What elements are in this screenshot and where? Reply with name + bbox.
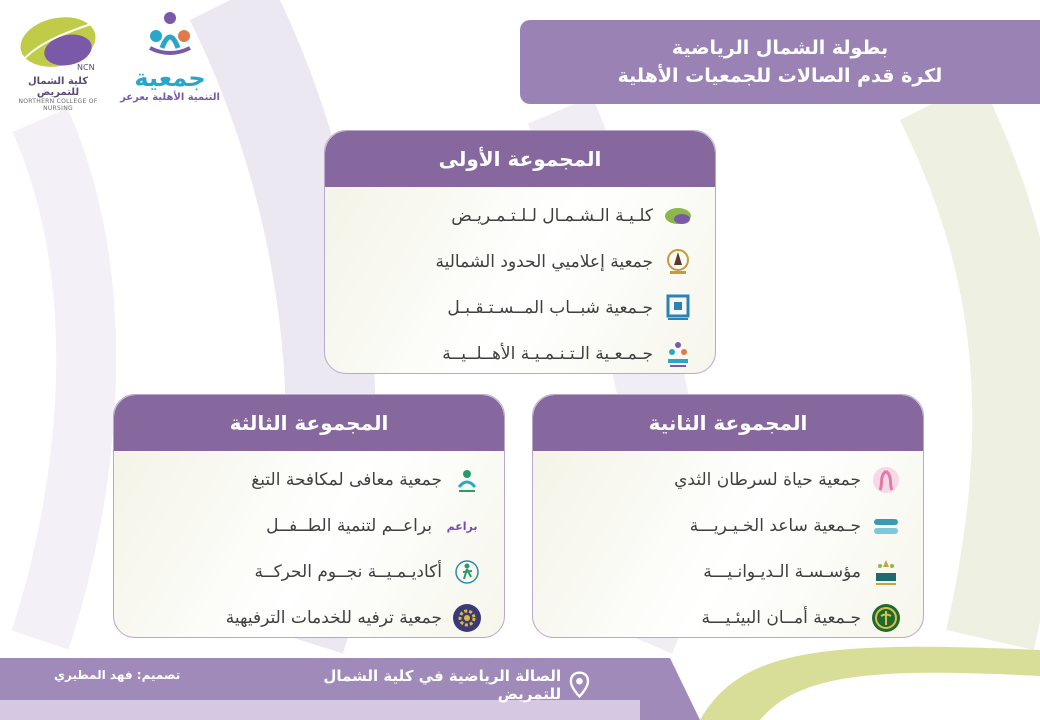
jamiya-people-icon — [140, 8, 200, 58]
team-item — [339, 239, 693, 285]
media-association-icon — [663, 247, 693, 277]
team-item — [128, 457, 482, 503]
jamiya-subtitle: التنمية الأهلية بعرعر — [120, 92, 220, 103]
title-line-1: بطولة الشمال الرياضية — [671, 37, 889, 59]
stars-academy-icon — [452, 557, 482, 587]
footer-accent-bar — [0, 700, 640, 720]
team-name: جمعية معافى لمكافحة التبغ — [251, 470, 442, 490]
ncn-college-logo — [8, 10, 108, 112]
ncn-logo-icon — [663, 201, 693, 231]
footer — [0, 658, 1040, 720]
title-banner — [520, 20, 1040, 104]
team-name: جمعية حياة لسرطان الثدي — [674, 470, 861, 490]
ncn-badge: NCN — [77, 63, 95, 72]
venue-text: الصالة الرياضية في كلية الشمال للتمريض — [323, 667, 562, 703]
pink-ribbon-icon — [871, 465, 901, 495]
aman-logo-icon — [871, 603, 901, 633]
group-card-first — [324, 130, 716, 374]
team-item — [339, 331, 693, 374]
team-name: براعــم لتنمية الطــفــل — [266, 516, 432, 536]
baraem-logo-text: براعم — [446, 519, 478, 533]
team-item — [547, 457, 901, 503]
team-item — [339, 193, 693, 239]
team-item — [339, 285, 693, 331]
team-item — [128, 503, 482, 549]
group-team-list — [325, 187, 715, 374]
team-name: جـمعية ساعد الخـيـريـــة — [689, 516, 861, 536]
jamiya-word: جمعية — [134, 64, 206, 92]
group-title: المجموعة الثانية — [533, 395, 923, 451]
design-credit: تصميم: فهد المطيري — [54, 668, 181, 682]
team-name: جـمـعـية الـتـنـمـيـة الأهــلــيــة — [442, 344, 653, 364]
location-pin-icon — [569, 670, 590, 700]
venue — [270, 667, 590, 703]
saed-logo-icon — [871, 511, 901, 541]
team-name: جـمعية أمــان البيئـيـــة — [701, 608, 861, 628]
team-name: جمعية ترفيه للخدمات الترفيهية — [225, 608, 442, 628]
group-team-list — [114, 451, 504, 638]
tarfeeh-logo-icon — [452, 603, 482, 633]
team-name: جمعية إعلاميي الحدود الشمالية — [435, 252, 653, 272]
team-item — [547, 503, 901, 549]
team-name: أكاديـمـيــة نجــوم الحركــة — [254, 562, 442, 582]
team-item — [128, 549, 482, 595]
diwaniya-logo-icon — [871, 557, 901, 587]
moafa-logo-icon — [452, 465, 482, 495]
group-card-second — [532, 394, 924, 638]
team-item — [128, 595, 482, 638]
future-youth-icon — [663, 293, 693, 323]
group-title: المجموعة الأولى — [325, 131, 715, 187]
team-name: كلـيـة الـشـمـال لـلـتـمـريـض — [451, 206, 653, 226]
team-name: مؤسـسـة الـديـوانـيـــة — [703, 562, 861, 582]
ncn-name-ar: كلية الشمال للتمريض — [27, 76, 89, 98]
jamiya-logo-icon — [663, 339, 693, 369]
group-card-third — [113, 394, 505, 638]
ncn-leaf-icon — [13, 10, 103, 72]
jamiya-logo — [120, 8, 220, 108]
baraem-logo-icon — [442, 511, 482, 541]
ncn-name-en: NORTHERN COLLEGE OF NURSING — [18, 98, 98, 112]
team-item — [547, 595, 901, 638]
group-team-list — [533, 451, 923, 638]
group-title: المجموعة الثالثة — [114, 395, 504, 451]
title-line-2: لكرة قدم الصالات للجمعيات الأهلية — [617, 65, 943, 87]
team-name: جـمعية شبــاب المــسـتـقـبـل — [447, 298, 653, 318]
team-item — [547, 549, 901, 595]
